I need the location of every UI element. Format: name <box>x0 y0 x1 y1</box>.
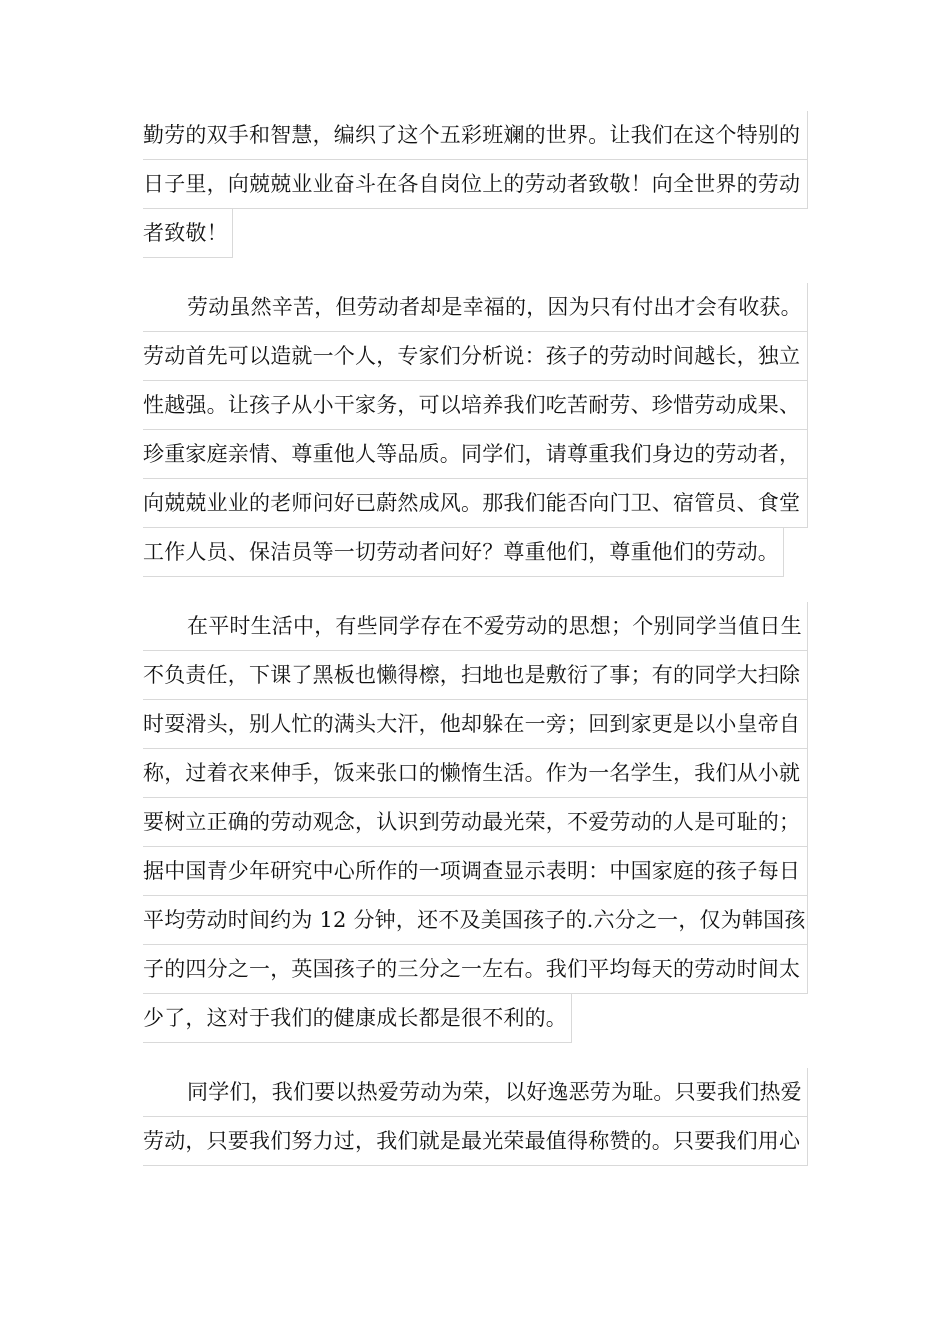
text-line: 在平时生活中，有些同学存在不爱劳动的思想；个别同学当值日生 <box>143 602 808 651</box>
text-line: 称，过着衣来伸手，饭来张口的懒惰生活。作为一名学生，我们从小就 <box>143 749 808 798</box>
text-line: 劳动首先可以造就一个人，专家们分析说：孩子的劳动时间越长，独立 <box>143 332 808 381</box>
text-line: 时耍滑头，别人忙的满头大汗，他却躲在一旁；回到家更是以小皇帝自 <box>143 700 808 749</box>
text-line: 少了，这对于我们的健康成长都是很不利的。 <box>143 994 572 1043</box>
text-line: 劳动虽然辛苦，但劳动者却是幸福的，因为只有付出才会有收获。 <box>143 283 808 332</box>
text-line: 勤劳的双手和智慧，编织了这个五彩班斓的世界。让我们在这个特别的 <box>143 111 808 160</box>
text-line: 者致敬！ <box>143 209 233 258</box>
paragraph-3 <box>143 602 808 1043</box>
paragraph-1 <box>143 111 808 258</box>
text-line: 子的四分之一，英国孩子的三分之一左右。我们平均每天的劳动时间太 <box>143 945 808 994</box>
paragraph-4 <box>143 1068 808 1166</box>
text-line: 劳动，只要我们努力过，我们就是最光荣最值得称赞的。只要我们用心 <box>143 1117 808 1166</box>
document-body <box>143 111 808 1191</box>
text-line: 向兢兢业业的老师问好已蔚然成风。那我们能否向门卫、宿管员、食堂 <box>143 479 808 528</box>
text-line: 平均劳动时间约为 12 分钟，还不及美国孩子的.六分之一，仅为韩国孩 <box>143 896 808 945</box>
text-line: 同学们，我们要以热爱劳动为荣，以好逸恶劳为耻。只要我们热爱 <box>143 1068 808 1117</box>
text-line: 据中国青少年研究中心所作的一项调查显示表明：中国家庭的孩子每日 <box>143 847 808 896</box>
text-line: 工作人员、保洁员等一切劳动者问好？尊重他们，尊重他们的劳动。 <box>143 528 784 577</box>
text-line: 不负责任，下课了黑板也懒得檫，扫地也是敷衍了事；有的同学大扫除 <box>143 651 808 700</box>
text-line: 珍重家庭亲情、尊重他人等品质。同学们，请尊重我们身边的劳动者， <box>143 430 808 479</box>
text-line: 要树立正确的劳动观念，认识到劳动最光荣，不爱劳动的人是可耻的； <box>143 798 808 847</box>
paragraph-2 <box>143 283 808 577</box>
text-line: 性越强。让孩子从小干家务，可以培养我们吃苦耐劳、珍惜劳动成果、 <box>143 381 808 430</box>
text-line: 日子里，向兢兢业业奋斗在各自岗位上的劳动者致敬！向全世界的劳动 <box>143 160 808 209</box>
